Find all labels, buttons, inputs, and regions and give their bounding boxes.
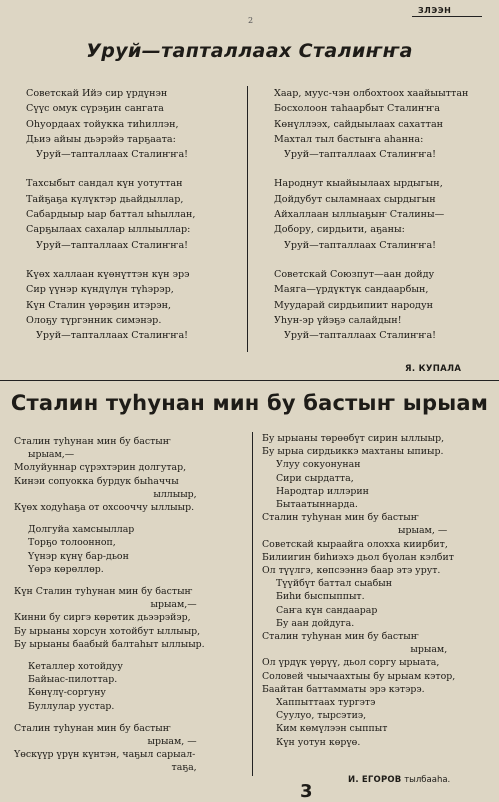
poem-line: Кинэи сопуокка бурдук быһаччы xyxy=(14,475,179,487)
poem-line: Сир үүнэр күндүлүн түһэрэр, xyxy=(26,284,174,296)
poem-line: Махтал тыл бастыҥа аһанна: xyxy=(274,133,424,145)
poem-line: Ким көмүлээн сыппыт xyxy=(276,723,388,735)
poem-line: Күн уотун көрүө. xyxy=(276,736,361,748)
poem2-title: Сталин туһунан мин бу бастыҥ ырыам xyxy=(10,391,489,415)
poem-line: Көнүллээх, сайдыылаах сахаттан xyxy=(274,118,444,130)
poem-line: Маяга—үрдүктүк сандаарбын, xyxy=(274,284,429,296)
poem-line: таҕа, xyxy=(171,762,197,774)
poem-line: Ол үрдүк үөрүү, дьол соргу ырыата, xyxy=(262,657,440,669)
stanza-gap xyxy=(14,713,205,722)
footer-mark: 3 xyxy=(300,781,313,802)
poem2-author-suffix: тылбааһа. xyxy=(404,775,451,785)
poem-line: Ол түүлгэ, көпсээннэ баар этэ урут. xyxy=(262,565,441,577)
stanza xyxy=(26,176,195,252)
poem-line: Бу ырыаны төрөөбүт сирин ыллыыр, xyxy=(262,433,445,444)
poem-line: Күн Сталин туһунан мин бу бастыҥ xyxy=(14,586,193,598)
poem-line: Баайтан баттамматы эрэ кэтэрэ. xyxy=(262,683,425,695)
poem-line: ырыам,— xyxy=(28,449,75,461)
poem-line: Үөрэ көрөллөр. xyxy=(28,563,104,575)
header-rule xyxy=(412,16,482,17)
poem1-right-column xyxy=(274,86,468,357)
poem-line: Хаппыттаах тургэтэ xyxy=(276,697,376,709)
poem-line: Түүйбүт баттал сыабын xyxy=(276,578,392,590)
poem-line: Советскай Союзпут—аан дойду xyxy=(274,268,435,280)
poem-line: Торҕо толоонноп, xyxy=(28,537,116,549)
poem-line: Оһуордаах тойукка тиһиллэн, xyxy=(26,118,179,130)
poem-line: Билиигин биһиэхэ дьол бүолан кэлбит xyxy=(262,551,454,563)
stanza xyxy=(26,86,195,162)
stanza-gap xyxy=(14,576,205,585)
stanza xyxy=(274,267,468,343)
stanza-gap xyxy=(14,514,205,523)
refrain-line: Уруй—тапталлаах Сталиҥҥа! xyxy=(36,239,189,251)
refrain-line: Уруй—тапталлаах Сталиҥҥа! xyxy=(284,330,437,342)
column-divider-2 xyxy=(252,432,253,776)
poem-line: Бу ырыаны хорсун хотойбут ыллыыр, xyxy=(14,625,201,637)
poem-line: Народтар иллэрин xyxy=(276,485,369,497)
poem-line: Добору, сирдьити, аҕаны: xyxy=(274,224,405,236)
poem-line: Дойдубут сыламнаах сырдыгын xyxy=(274,193,436,205)
poem-line: Долгуйа хамсыыллар xyxy=(28,524,135,536)
poem-line: Дьиэ айыы дьэрэйэ тарҕаата: xyxy=(26,133,176,145)
poem-line: Бу аан дойдуга. xyxy=(276,617,355,629)
poem-line: Улуу сокуонунан xyxy=(276,459,361,471)
poem-line: Советскай кыраайга олохха киирбит, xyxy=(262,538,448,550)
poem-line: Сабардыыр ыар баттал ыһыллан, xyxy=(26,209,196,221)
poem2-signature xyxy=(348,775,450,785)
refrain-line: Уруй—тапталлаах Сталиҥҥа! xyxy=(284,149,437,161)
poem-line: Бу ырыа сирдьиккэ махтаны ыпиыр. xyxy=(262,446,444,458)
poem-line: Народнут кыайыылаах ырдыгын, xyxy=(274,178,443,190)
stanza xyxy=(26,267,195,343)
poem1-author: Я. КУПАЛА xyxy=(405,364,462,374)
poem1-title: Уруй—тапталлаах Сталиҥҥа xyxy=(86,40,413,62)
corner-label: ЗЛЭЭН xyxy=(418,6,452,15)
poem-line: Үөскүүр үрүн күнтэн, чаҕыл сарыал- xyxy=(14,749,196,761)
poem-line: Сарҕылаах сахалар ыллыыллар: xyxy=(26,224,191,236)
poem-line: Сталин туһунан мин бу бастыҥ xyxy=(262,631,419,643)
poem-line: Күөх ходуһаҕа от охсооччу ыллыыр. xyxy=(14,502,195,514)
poem-line: ырыам, — xyxy=(398,525,448,537)
poem-line: Соловей чыычаахтыы бу ырыам кэтор, xyxy=(262,670,456,682)
poem-line: Молуйуннар сүрэхтэрин долгутар, xyxy=(14,462,187,474)
refrain-line: Уруй—тапталлаах Сталиҥҥа! xyxy=(36,149,189,161)
poem-line: Бу ырыаны баабый балтаһыт ыллыыр. xyxy=(14,638,205,650)
poem-line: Сталин туһунан мин бу бастыҥ xyxy=(14,436,171,447)
page-mark: 2 xyxy=(248,16,254,25)
poem-line: Саҥа күн сандаарар xyxy=(276,604,378,616)
poem-line: ыллыыр, xyxy=(153,488,197,500)
poem-line: Сталин туһунан мин бу бастыҥ xyxy=(14,722,171,734)
poem-line: ырыам, — xyxy=(147,736,197,748)
poem-line: Үүнэр күнү бар-дьон xyxy=(28,550,129,562)
poem-line: Кеталлер хотойдуу xyxy=(28,661,123,673)
refrain-line: Уруй—тапталлаах Сталиҥҥа! xyxy=(284,239,437,251)
poem-line: Буллулар уустар. xyxy=(28,700,115,712)
poem-line: Күн Сталин үөрэҕин итэрэн, xyxy=(26,299,172,311)
poem-line: Кинни бу сиргэ көрөтик дьээрэйэр, xyxy=(14,612,191,624)
poem-line: Байыас-пилоттар. xyxy=(28,674,118,686)
poem-line: Сири сырдатта, xyxy=(276,472,354,484)
poem-line: Тайҕаҕа күлүктэр дьайдыллар, xyxy=(26,193,184,205)
column-divider xyxy=(247,86,248,352)
poem-line: ырыам,— xyxy=(150,599,197,611)
poem1-left-column xyxy=(26,86,195,357)
poem-line: Бытаатыннарда. xyxy=(276,499,358,511)
poem-line: Советскай Ийэ сир үрдүнэн xyxy=(26,88,168,99)
poem-line: Тахсыбыт сандал күн уотуттан xyxy=(26,178,183,190)
poem-line: Айхаллаан ыллыаҕыҥ Сталины— xyxy=(274,209,445,221)
poem-line: Босхолоон таһаарбыт Сталиҥҥа xyxy=(274,103,440,115)
poem-line: Биһи быспыппыт. xyxy=(276,591,365,603)
stanza-gap xyxy=(14,651,205,660)
poem-line: Олоҕу түргэнник симэнэр. xyxy=(26,314,162,326)
poem2-left-column xyxy=(14,435,205,775)
refrain-line: Уруй—тапталлаах Сталиҥҥа! xyxy=(36,330,189,342)
poem-line: Уһун-эр үйэҕэ салайдын! xyxy=(274,314,402,326)
poem-line: Суулуо, тырсэтиэ, xyxy=(276,710,367,722)
poem2-author-name: И. ЕГОРОВ xyxy=(348,775,402,785)
poem-line: Күөх халлаан күөнүттэн күн эрэ xyxy=(26,268,190,280)
poem2-right-column xyxy=(262,432,455,749)
stanza xyxy=(274,176,468,252)
poem-line: Сүүс омук сүрэҕин сангата xyxy=(26,103,164,115)
poem-line: Сталин туһунан мин бу бастыҥ xyxy=(262,512,419,524)
section-rule xyxy=(0,380,499,381)
poem-line: ырыам, xyxy=(410,644,448,656)
poem-line: Муударай сирдьипиит народун xyxy=(274,299,433,311)
poem-line: Хаар, муус-чэн олбохтоох хаайыыттан xyxy=(274,88,469,99)
stanza xyxy=(274,86,468,162)
poem-line: Көнүлү-соргуну xyxy=(28,687,106,699)
